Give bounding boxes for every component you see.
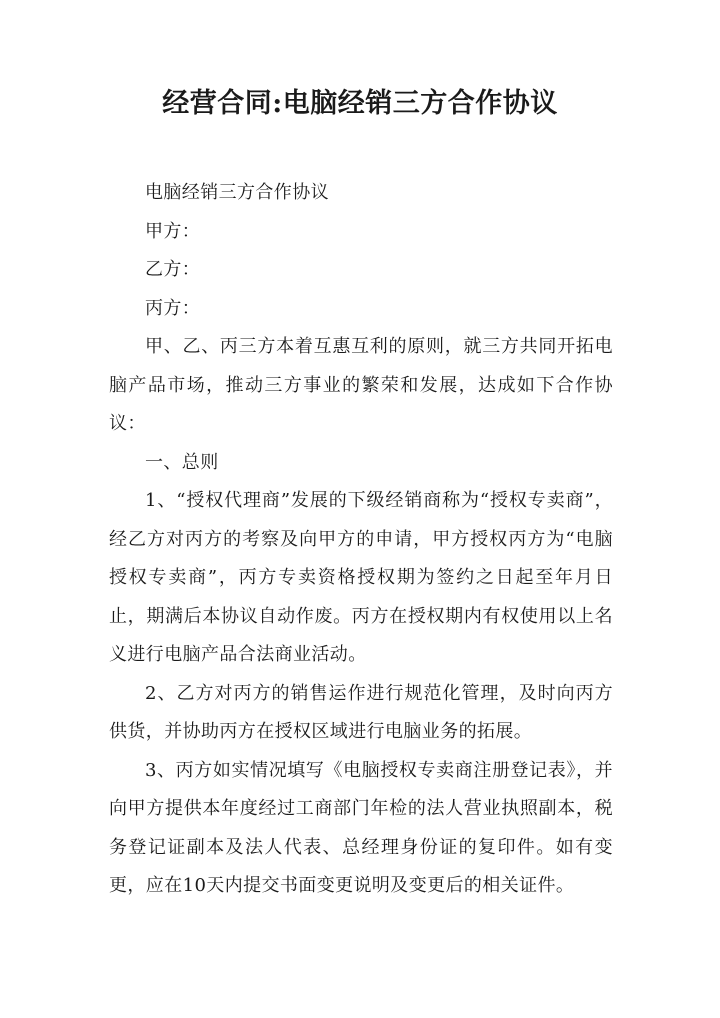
- paragraph-party-a: 甲方：: [145, 220, 201, 242]
- paragraph-preamble: 甲、乙、丙三方本着互惠互利的原则，就三方共同开拓电脑产品市场，推动三方事业的繁荣和发展，达成如下合作协议：: [109, 336, 613, 434]
- clause-2: 2、乙方对丙方的销售运作进行规范化管理，及时向丙方供货，并协助丙方在授权区域进行电脑业务的拓展。: [109, 682, 613, 742]
- section-heading-general: 一、总则: [145, 451, 219, 473]
- document-body: [109, 174, 613, 906]
- clause-1: 1、“授权代理商”发展的下级经销商称为“授权专卖商”，经乙方对丙方的考察及向甲方的申请，甲方授权丙方为“电脑授权专卖商”，丙方专卖资格授权期为签约之日起至年月日止，期满后本协议自动作废。丙方在授权期内有权使用以上名义进行电脑产品合法商业活动。: [109, 490, 613, 665]
- paragraph-party-c: 丙方：: [145, 297, 201, 319]
- paragraph-party-b: 乙方：: [145, 259, 201, 280]
- document-title: 经营合同:电脑经销三方合作协议: [162, 88, 558, 119]
- clause-3: 3、丙方如实情况填写《电脑授权专卖商注册登记表》，并向甲方提供本年度经过工商部门年检的法人营业执照副本，税务登记证副本及法人代表、总经理身份证的复印件。如有变更，应在10天内提交书面变更说明及变更后的相关证件。: [109, 759, 613, 896]
- paragraph-subtitle: 电脑经销三方合作协议: [145, 182, 329, 203]
